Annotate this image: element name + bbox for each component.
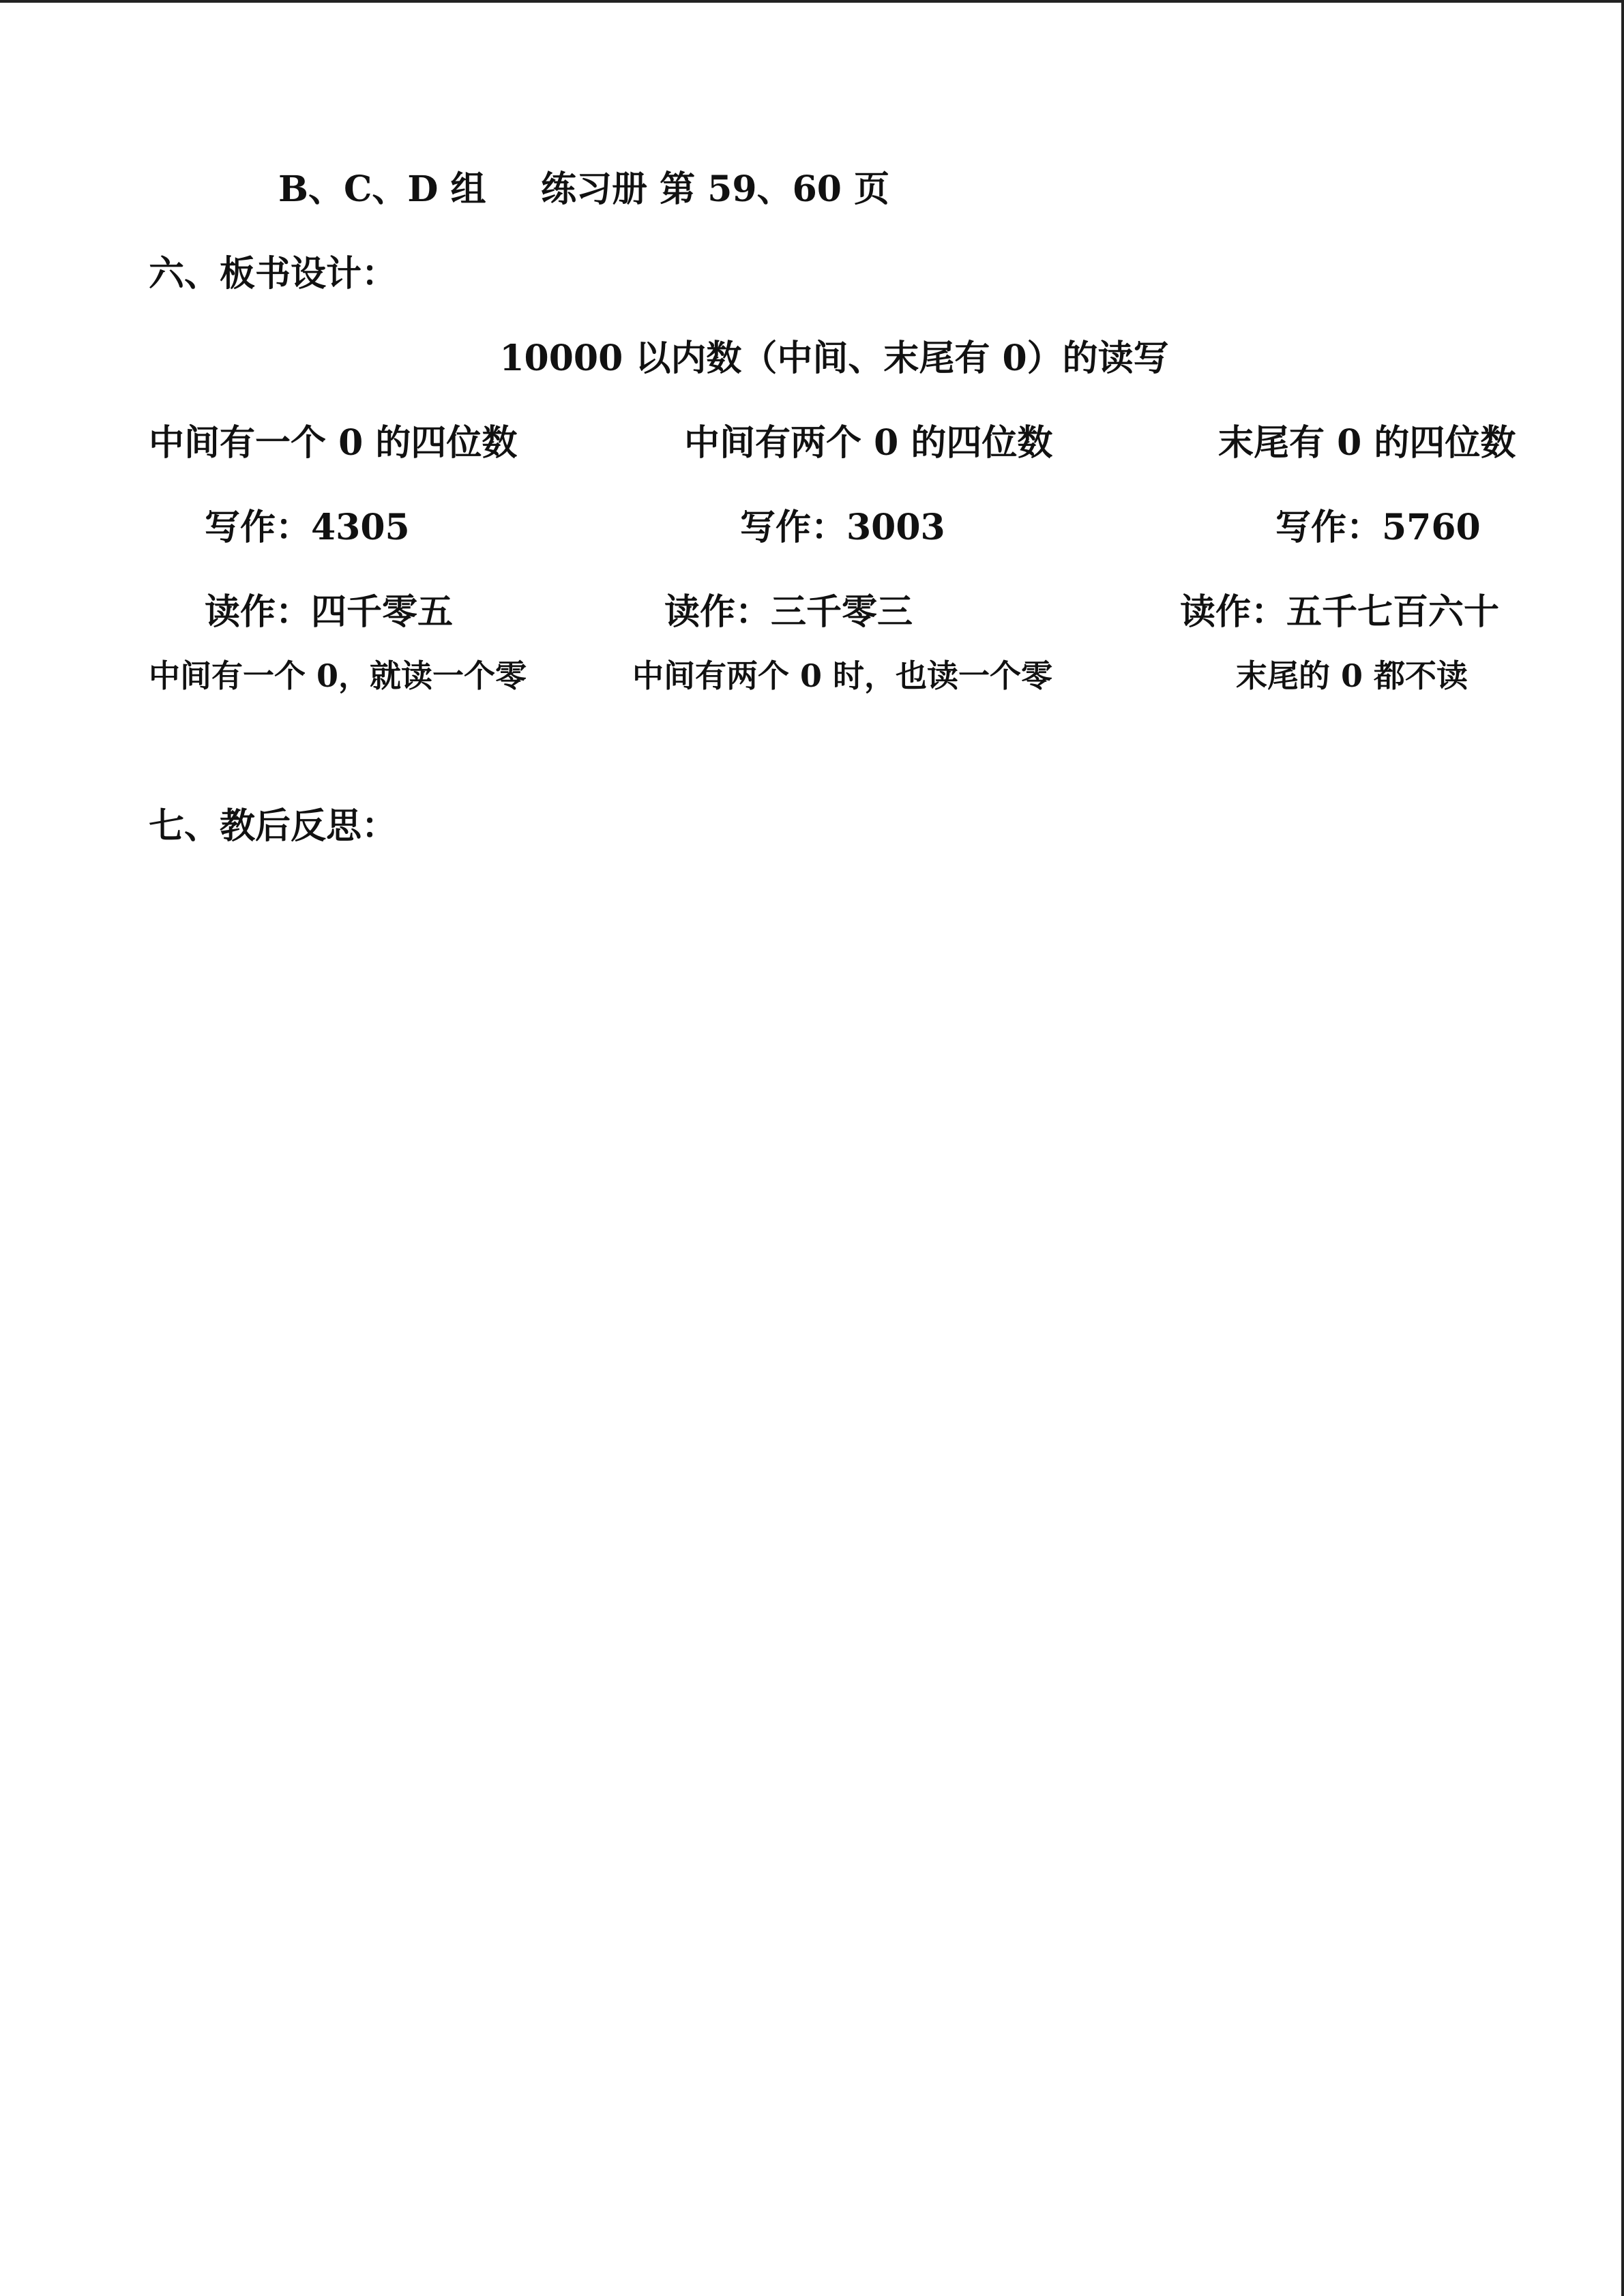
column-heading-two-zeros: 中间有两个 0 的四位数 xyxy=(684,422,1053,464)
section-six-heading: 六、板书设计： xyxy=(149,253,398,295)
board-title: 10000 以内数（中间、末尾有 0）的读写 xyxy=(499,338,1169,379)
section-seven-heading: 七、教后反思： xyxy=(149,805,398,847)
write-example-trailing-zero: 写作：5760 xyxy=(1275,507,1481,548)
rule-trailing-zero: 末尾的 0 都不读 xyxy=(1236,657,1468,694)
rule-one-zero: 中间有一个 0，就读一个零 xyxy=(149,657,527,694)
read-example-two-zeros: 读作：三千零三 xyxy=(664,591,913,633)
read-example-trailing-zero: 读作：五千七百六十 xyxy=(1180,591,1500,633)
page-top-border xyxy=(0,0,1624,3)
column-heading-one-zero: 中间有一个 0 的四位数 xyxy=(149,422,518,464)
column-heading-trailing-zero: 末尾有 0 的四位数 xyxy=(1218,422,1516,464)
page-right-border xyxy=(1621,0,1624,2296)
assignment-groups: B、C、D 组 xyxy=(278,168,486,210)
write-example-one-zero: 写作：4305 xyxy=(205,507,410,548)
write-example-two-zeros: 写作：3003 xyxy=(740,507,945,548)
read-example-one-zero: 读作：四千零五 xyxy=(205,591,454,633)
assignment-workbook: 练习册 第 59、60 页 xyxy=(541,168,890,210)
rule-two-zeros: 中间有两个 0 时，也读一个零 xyxy=(632,657,1053,694)
